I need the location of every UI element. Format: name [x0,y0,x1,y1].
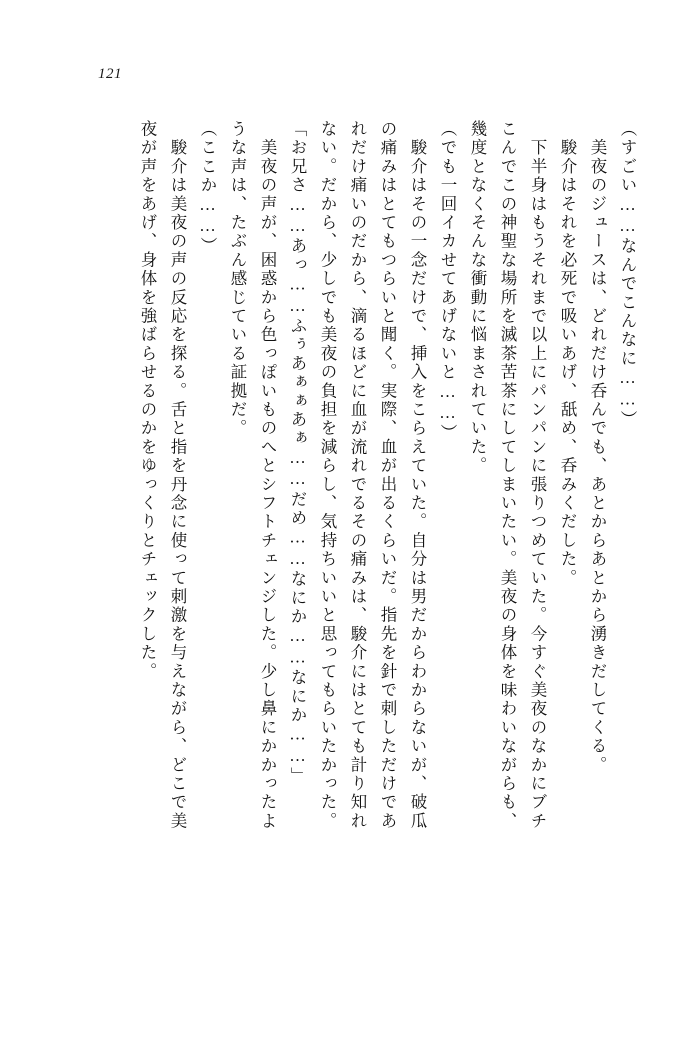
text-line: 駿介はその一念だけで、挿入をこらえていた。自分は男だからわからないが、破瓜 [408,120,427,831]
text-line: 駿介は美夜の声の反応を探る。舌と指を丹念に使って刺激を与えながら、どこで美 [168,120,187,831]
text-line: れだけ痛いのだから、滴るほどに血が流れでるその痛みは、駿介にはとても計り知れ [348,120,367,831]
text-line: 駿介はそれを必死で吸いあげ、舐め、呑みくだした。 [558,120,577,588]
text-line: 美夜の声が、困惑から色っぽいものへとシフトチェンジした。少し鼻にかかったよ [258,120,277,831]
text-line: 下半身はもうそれまで以上にパンパンに張りつめていた。今すぐ美夜のなかにブチ [528,120,547,831]
text-line: 幾度となくそんな衝動に悩まされていた。 [468,120,487,476]
text-line: うな声は、たぶん感じている証拠だ。 [228,120,247,438]
text-line: 夜が声をあげ、身体を強ばらせるのかをゆっくりとチェックした。 [138,120,157,681]
text-line: こんでこの神聖な場所を滅茶苦茶にしてしまいたい。美夜の身体を味わいながらも、 [498,120,517,831]
text-line: （ここか……） [198,120,217,256]
text-line: 「お兄さ……あっ……ふぅあぁぁあぁ……だめ……なにか……なにか……」 [288,120,307,786]
text-line: （でも一回イカせてあげないと……） [438,120,457,443]
page-number: 121 [98,66,122,82]
text-line: の痛みはとてもつらいと聞く。実際、血が出るくらいだ。指先を針で刺しただけであ [378,120,397,831]
page-text-body [52,120,642,990]
text-line: （すごい……なんでこんなに……） [618,120,637,430]
text-line: 美夜のジュースは、どれだけ呑んでも、あとからあとから湧きだしてくる。 [588,120,607,775]
text-line: ない。だから、少しでも美夜の負担を減らし、気持ちいいと思ってもらいたかった。 [318,120,337,831]
